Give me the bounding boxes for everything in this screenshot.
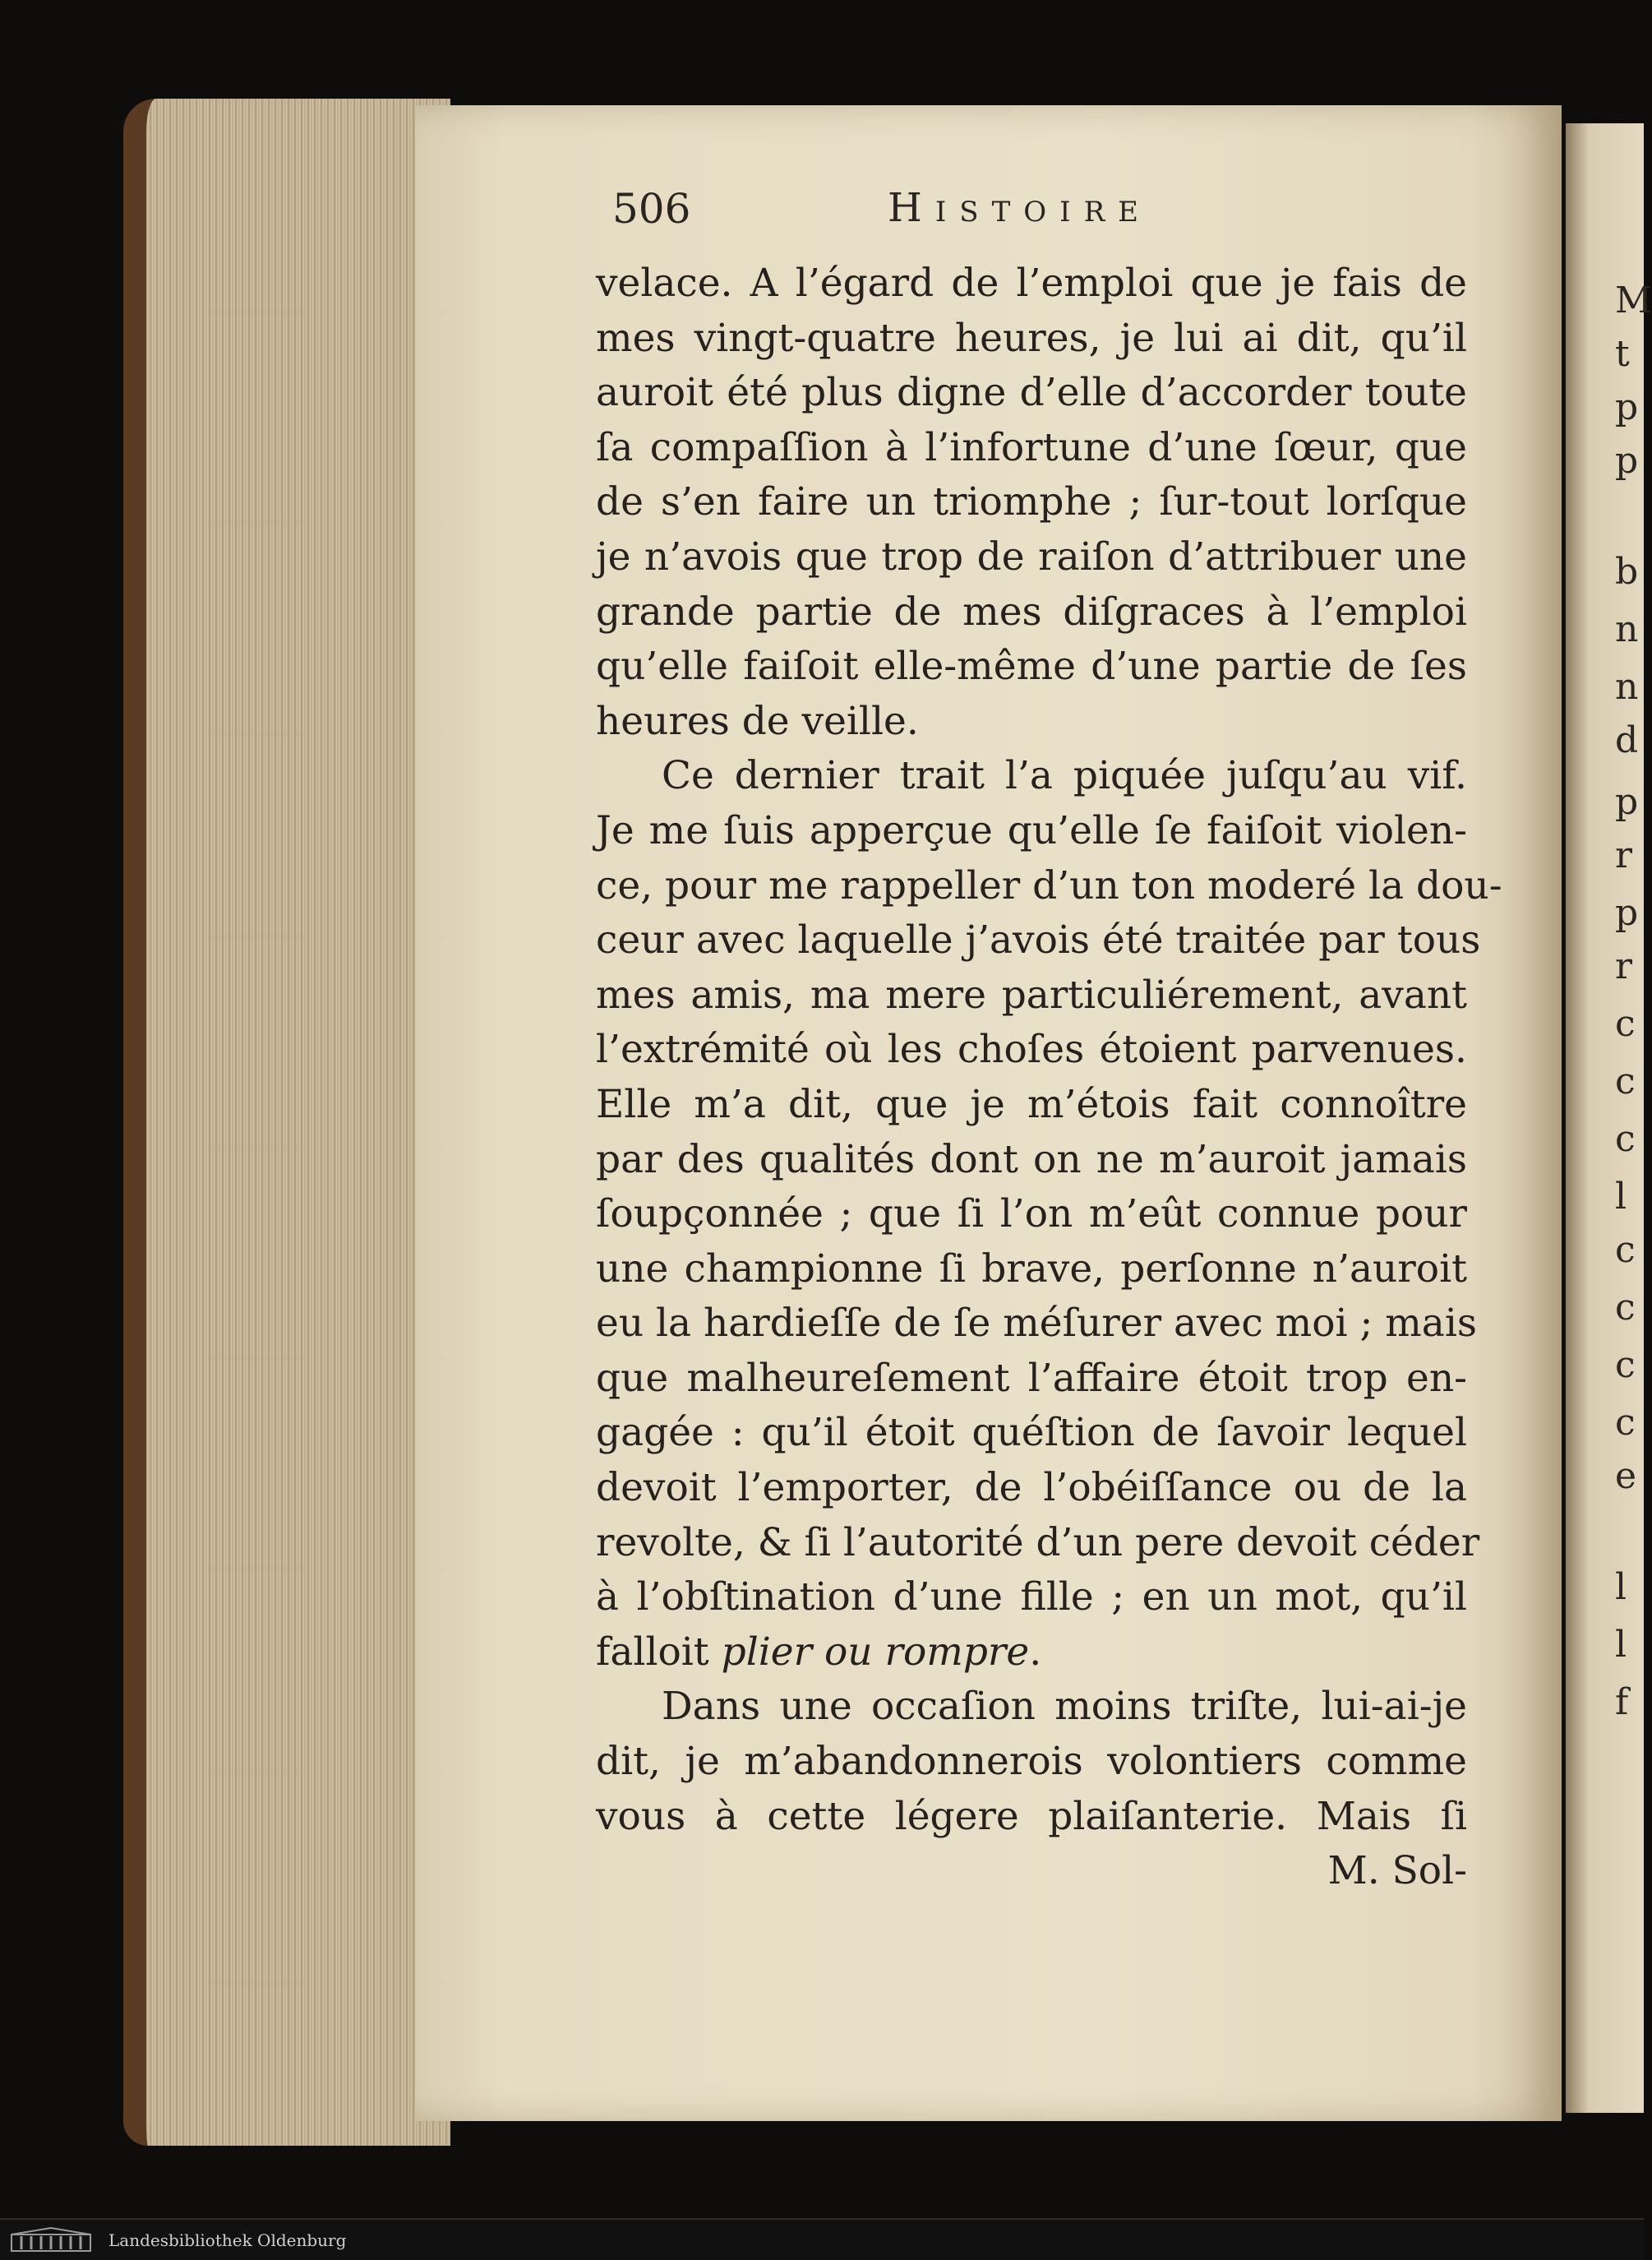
text-line-closing	[596, 1625, 1467, 1680]
next-page-letter: c	[1615, 1061, 1636, 1102]
text-line: de s’en faire un triomphe ; ſur-tout lorſque	[596, 479, 1467, 525]
next-page-letter: c	[1615, 1287, 1636, 1329]
closing-suffix: .	[1029, 1629, 1042, 1675]
running-title: Histoire	[888, 185, 1151, 231]
text-line: qu’elle faiſoit elle-même d’une partie de ſes	[596, 644, 1467, 690]
next-page-letter: r	[1615, 945, 1633, 987]
next-page-letter: p	[1615, 781, 1639, 823]
text-line: Elle m’a dit, que je m’étois fait connoître	[596, 1081, 1467, 1127]
text-line: gagée : qu’il étoit quéſtion de ſavoir lequel	[596, 1410, 1467, 1456]
text-line: ſa compaſſion à l’infortune d’une ſœur, que	[596, 424, 1467, 470]
next-page-fragment	[1566, 123, 1652, 2113]
text-line: Dans une occaſion moins triſte, lui-ai-je	[662, 1684, 1467, 1730]
library-logo-icon	[10, 2226, 92, 2253]
text-line: Ce dernier trait l’a piquée juſqu’au vif.	[662, 753, 1467, 799]
text-line: une championne ſi brave, perſonne n’auroit	[596, 1246, 1467, 1292]
text-line: Je me ſuis apperçue qu’elle ſe faiſoit violen-	[596, 807, 1467, 853]
text-line: par des qualités dont on ne m’auroit jamais	[596, 1136, 1467, 1182]
text-line: dit, je m’abandonnerois volontiers comme	[596, 1739, 1467, 1785]
next-page-letter: b	[1615, 551, 1639, 593]
text-line: eu la hardieſſe de ſe méſurer avec moi ; mais	[596, 1301, 1477, 1347]
catchword: M. Sol-	[1327, 1848, 1467, 1894]
text-line: mes vingt-quatre heures, je lui ai dit, qu’il	[596, 315, 1467, 361]
text-line: revolte, & ſi l’autorité d’un pere devoit céder	[596, 1519, 1480, 1565]
closing-prefix: falloit	[596, 1629, 722, 1675]
text-line: heures de veille.	[596, 698, 919, 744]
next-page-letter: l	[1615, 1566, 1627, 1608]
page-fore-edge	[123, 99, 450, 2146]
running-head	[612, 185, 1484, 243]
next-page-letter: r	[1615, 834, 1633, 876]
next-page-letter: n	[1615, 608, 1639, 650]
italic-phrase: plier ou rompre	[721, 1629, 1030, 1675]
next-page-letter: c	[1615, 1229, 1636, 1271]
next-page-letter: e	[1615, 1455, 1637, 1497]
text-line: velace. A l’égard de l’emploi que je fais de	[596, 261, 1467, 306]
library-name: Landesbibliothek Oldenburg	[108, 2230, 347, 2250]
next-page-letter: c	[1615, 1402, 1636, 1444]
next-page-letter: d	[1615, 719, 1639, 761]
body-text	[596, 257, 1502, 1899]
next-page-letter: c	[1615, 1118, 1636, 1160]
next-page-letter: c	[1615, 1003, 1636, 1045]
text-line: ceur avec laquelle j’avois été traitée par tous	[596, 917, 1481, 964]
text-line: que malheureſement l’affaire étoit trop en-	[596, 1355, 1467, 1401]
next-page-letter: c	[1615, 1344, 1636, 1386]
text-line: vous à cette légere plaiſanterie. Mais ſi	[596, 1793, 1467, 1839]
next-page-letter: M	[1615, 280, 1652, 321]
next-page-letter: t	[1615, 333, 1630, 375]
next-page-letter: n	[1615, 666, 1639, 708]
text-line: mes amis, ma mere particuliérement, avant	[596, 972, 1467, 1018]
page-number: 506	[612, 185, 691, 233]
text-line: l’extrémité où les choſes étoient parvenues.	[596, 1027, 1467, 1073]
text-line: à l’obſtination d’une fille ; en un mot, qu’il	[596, 1574, 1467, 1620]
next-page-letter: p	[1615, 386, 1639, 428]
text-line: ſoupçonnée ; que ſi l’on m’eût connue pour	[596, 1191, 1467, 1237]
next-page-letter: p	[1615, 440, 1639, 482]
text-line: devoit l’emporter, de l’obéiſſance ou de la	[596, 1465, 1467, 1511]
next-page-letter: f	[1615, 1681, 1629, 1723]
next-page-letter: l	[1615, 1176, 1627, 1218]
text-line: je n’avois que trop de raiſon d’attribuer une	[596, 534, 1467, 580]
text-line: ce, pour me rappeller d’un ton moderé la dou-	[596, 862, 1502, 908]
next-page-letter: l	[1615, 1624, 1627, 1666]
footer-bar	[0, 2218, 1644, 2260]
text-line: grande partie de mes diſgraces à l’emploi	[596, 589, 1467, 635]
next-page-letter: p	[1615, 892, 1639, 934]
text-line: auroit été plus digne d’elle d’accorder toute	[596, 370, 1467, 416]
